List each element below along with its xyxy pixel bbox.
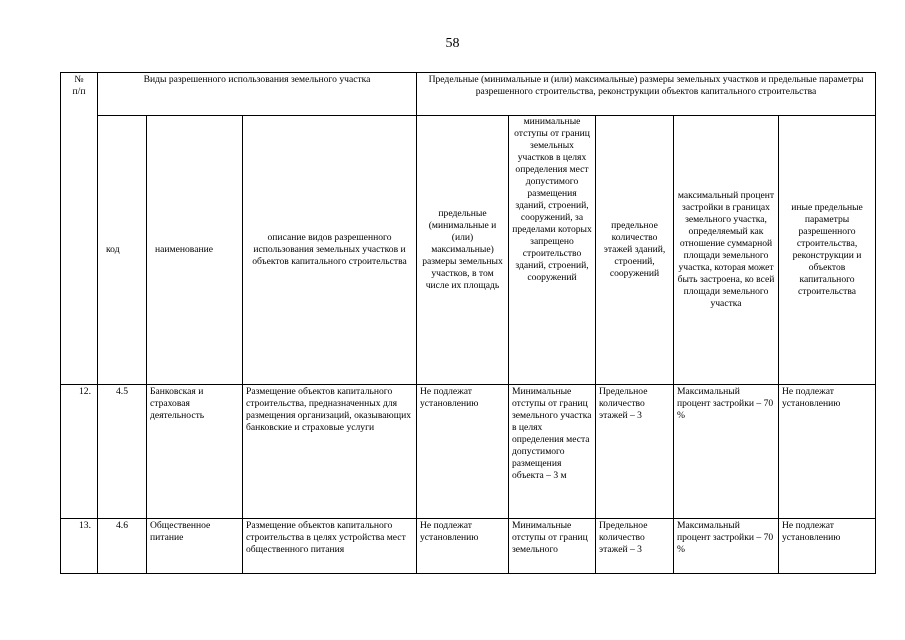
header-group-right: Предельные (минимальные и (или) максимальные) размеры земельных участков и предельные параметры разрешенного строительства, реконструкции объектов капитального строительства [417, 73, 876, 116]
header-code: код [98, 116, 147, 385]
row-desc: Размещение объектов капитального строительства в целях устройства мест общественного питания [243, 519, 417, 574]
row-size: Не подлежат установлению [417, 385, 509, 519]
row-other: Не подлежат установлению [779, 385, 876, 519]
header-desc: описание видов разрешенного использования земельных участков и объектов капитального строительства [243, 116, 417, 385]
row-name: Банковская и страховая деятельность [147, 385, 243, 519]
row-code: 4.5 [98, 385, 147, 519]
header-row-1 [61, 73, 876, 116]
row-num: 13. [61, 519, 98, 574]
row-setback: Минимальные отступы от границ земельного участка в целях определения места допустимого размещения объекта – 3 м [509, 385, 596, 519]
header-setback: минимальные отступы от границ земельных участков в целях определения мест допустимого размещения зданий, строений, сооружений, за пределами которых запрещено строительство зданий, строений, сооружений [509, 116, 596, 385]
page-number: 58 [445, 36, 460, 51]
header-group-left: Виды разрешенного использования земельного участка [98, 73, 417, 116]
row-code: 4.6 [98, 519, 147, 574]
header-size: предельные (минимальные и (или) максимальные) размеры земельных участков, в том числе их площадь [417, 116, 509, 385]
row-name: Общественное питание [147, 519, 243, 574]
row-coverage: Максимальный процент застройки – 70 % [674, 385, 779, 519]
land-use-table [60, 72, 876, 574]
header-num: № п/п [61, 73, 98, 385]
row-desc: Размещение объектов капитального строительства, предназначенных для размещения организаций, оказывающих банковские и страховые услуги [243, 385, 417, 519]
table-row [61, 519, 876, 574]
header-coverage: максимальный процент застройки в границах земельного участка, определяемый как отношение суммарной площади земельного участка, которая может быть застроена, ко всей площади земельного участка [674, 116, 779, 385]
header-name: наименование [147, 116, 243, 385]
row-size: Не подлежат установлению [417, 519, 509, 574]
row-setback: Минимальные отступы от границ земельного [509, 519, 596, 574]
row-floors: Предельное количество этажей – 3 [596, 519, 674, 574]
header-floors: предельное количество этажей зданий, строений, сооружений [596, 116, 674, 385]
row-other: Не подлежат установлению [779, 519, 876, 574]
table-row [61, 385, 876, 519]
header-other: иные предельные параметры разрешенного строительства, реконструкции и объектов капитального строительства [779, 116, 876, 385]
row-num: 12. [61, 385, 98, 519]
header-row-2 [61, 116, 876, 385]
row-coverage: Максимальный процент застройки – 70 % [674, 519, 779, 574]
row-floors: Предельное количество этажей – 3 [596, 385, 674, 519]
